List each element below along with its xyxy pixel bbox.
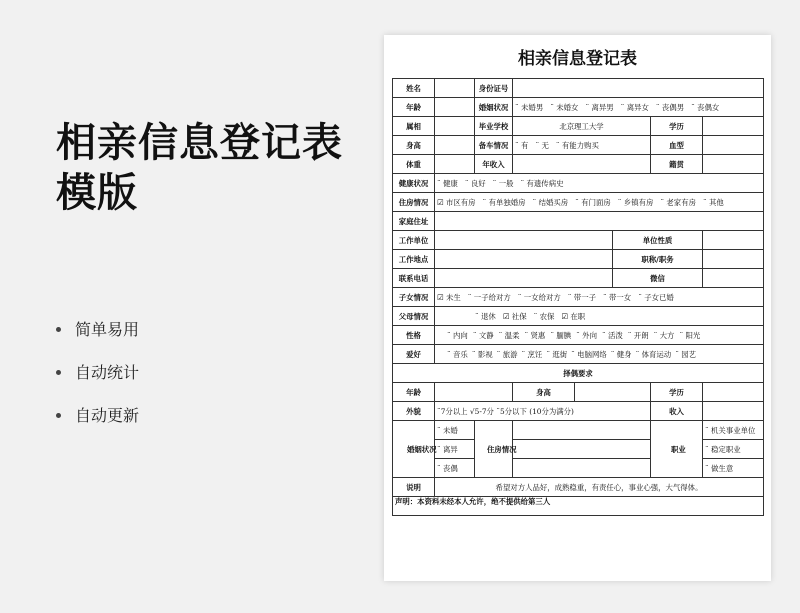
label-housing: 住房情况	[393, 193, 435, 212]
label-spouse-marital: 婚姻状况	[393, 421, 435, 478]
field-name[interactable]	[435, 79, 475, 98]
label-address: 家庭住址	[393, 212, 435, 231]
label-parents: 父母情况	[393, 307, 435, 326]
label-spouse-looks: 外貌	[393, 402, 435, 421]
field-job-title[interactable]	[703, 250, 764, 269]
label-job-title: 职称/职务	[613, 250, 703, 269]
field-height[interactable]	[435, 136, 475, 155]
field-blood[interactable]	[703, 136, 764, 155]
form-title: 相亲信息登记表	[518, 49, 637, 69]
label-height: 身高	[393, 136, 435, 155]
field-spouse-education[interactable]	[703, 383, 764, 402]
field-address[interactable]	[435, 212, 764, 231]
label-wechat: 微信	[613, 269, 703, 288]
bullet-dot-icon	[56, 370, 61, 375]
label-work-nature: 单位性质	[613, 231, 703, 250]
field-phone[interactable]	[435, 269, 613, 288]
option-spouse-job-2[interactable]: ¨ 稳定职业	[703, 440, 764, 459]
field-car[interactable]: ¨ 有 ¨ 无 ¨ 有能力购买	[513, 136, 651, 155]
field-note[interactable]: 希望对方人品好，成熟稳重，有责任心，事业心强，大气得体。	[435, 478, 764, 497]
field-zodiac[interactable]	[435, 117, 475, 136]
field-spouse-housing-3[interactable]	[513, 459, 651, 478]
promo-title-line2: 模版	[56, 170, 138, 216]
field-spouse-housing-2[interactable]	[513, 440, 651, 459]
field-work-nature[interactable]	[703, 231, 764, 250]
disclaimer: 声明：本资料未经本人允许，绝不提供给第三人	[393, 497, 764, 516]
field-health[interactable]: ¨ 健康 ¨ 良好 ¨ 一般 ¨ 有遗传病史	[435, 174, 764, 193]
label-spouse-housing: 住房情况	[475, 421, 513, 478]
field-education[interactable]	[703, 117, 764, 136]
field-school[interactable]: 北京理工大学	[513, 117, 651, 136]
label-note: 说明	[393, 478, 435, 497]
field-spouse-height[interactable]	[575, 383, 651, 402]
registration-form	[392, 78, 764, 516]
label-hobby: 爱好	[393, 345, 435, 364]
label-spouse-education: 学历	[651, 383, 703, 402]
field-housing[interactable]: ☑ 市区有房 ¨ 有单独婚房 ¨ 结婚买房 ¨ 有门面房 ¨ 乡镇有房 ¨ 老家有房 ¨ 其他	[435, 193, 764, 212]
feature-item: 自动更新	[56, 394, 139, 437]
feature-list	[56, 308, 139, 437]
option-spouse-unmarried[interactable]: ¨ 未婚	[435, 421, 475, 440]
bullet-dot-icon	[56, 413, 61, 418]
label-work-location: 工作地点	[393, 250, 435, 269]
field-work-location[interactable]	[435, 250, 613, 269]
label-spouse-income: 收入	[651, 402, 703, 421]
field-spouse-looks[interactable]: ¨7分以上 √5-7分 ¨5分以下 (10分为满分)	[435, 402, 651, 421]
field-personality[interactable]: ¨ 内向 ¨ 文静 ¨ 温柔 ¨ 贤惠 ¨ 腼腆 ¨ 外向 ¨ 活泼 ¨ 开朗 ¨ 大方 ¨ 阳光	[435, 326, 764, 345]
option-spouse-job-1[interactable]: ¨ 机关事业单位	[703, 421, 764, 440]
field-native[interactable]	[703, 155, 764, 174]
label-workplace: 工作单位	[393, 231, 435, 250]
label-education: 学历	[651, 117, 703, 136]
field-marital[interactable]: ¨ 未婚男 ¨ 未婚女 ¨ 离异男 ¨ 离异女 ¨ 丧偶男 ¨ 丧偶女	[513, 98, 764, 117]
field-children[interactable]: ☑ 未生 ¨ 一子给对方 ¨ 一女给对方 ¨ 带一子 ¨ 带一女 ¨ 子女已婚	[435, 288, 764, 307]
field-age[interactable]	[435, 98, 475, 117]
field-id[interactable]	[513, 79, 764, 98]
label-blood: 血型	[651, 136, 703, 155]
option-spouse-widowed[interactable]: ¨ 丧偶	[435, 459, 475, 478]
form-paper	[384, 35, 771, 581]
label-zodiac: 属相	[393, 117, 435, 136]
label-health: 健康状况	[393, 174, 435, 193]
label-phone: 联系电话	[393, 269, 435, 288]
label-name: 姓名	[393, 79, 435, 98]
label-car: 备车情况	[475, 136, 513, 155]
bullet-dot-icon	[56, 327, 61, 332]
field-income[interactable]	[513, 155, 651, 174]
field-parents[interactable]: ¨ 退休 ☑ 社保 ¨ 农保 ☑ 在职	[435, 307, 764, 326]
field-wechat[interactable]	[703, 269, 764, 288]
label-spouse-age: 年龄	[393, 383, 435, 402]
label-school: 毕业学校	[475, 117, 513, 136]
option-spouse-divorced[interactable]: ¨ 离异	[435, 440, 475, 459]
label-native: 籍贯	[651, 155, 703, 174]
label-income: 年收入	[475, 155, 513, 174]
label-personality: 性格	[393, 326, 435, 345]
label-children: 子女情况	[393, 288, 435, 307]
spouse-section-title: 择偶要求	[393, 364, 764, 383]
option-spouse-job-3[interactable]: ¨ 做生意	[703, 459, 764, 478]
label-spouse-job: 职业	[651, 421, 703, 478]
field-spouse-housing-1[interactable]	[513, 421, 651, 440]
field-weight[interactable]	[435, 155, 475, 174]
field-spouse-age[interactable]	[435, 383, 513, 402]
label-id: 身份证号	[475, 79, 513, 98]
field-workplace[interactable]	[435, 231, 613, 250]
label-marital: 婚姻状况	[475, 98, 513, 117]
label-age: 年龄	[393, 98, 435, 117]
feature-item: 简单易用	[56, 308, 139, 351]
feature-item: 自动统计	[56, 351, 139, 394]
label-spouse-height: 身高	[513, 383, 575, 402]
promo-title	[56, 118, 343, 218]
field-spouse-income[interactable]	[703, 402, 764, 421]
promo-title-line1: 相亲信息登记表	[56, 120, 343, 166]
label-weight: 体重	[393, 155, 435, 174]
field-hobby[interactable]: ¨ 音乐 ¨ 影视 ¨ 旅游 ¨ 烹饪 ¨ 逛街 ¨ 电脑网络 ¨ 健身 ¨ 体育运动 ¨ 园艺	[435, 345, 764, 364]
